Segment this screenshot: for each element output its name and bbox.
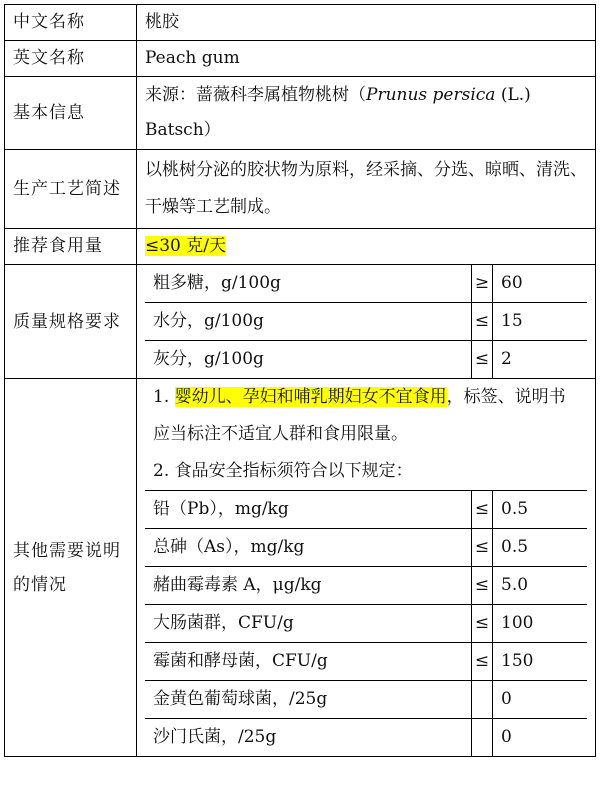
- safety-item-value: 0.5: [493, 491, 588, 529]
- quality-item-name: 灰分，g/100g: [145, 341, 472, 379]
- note-1-highlight: 婴幼儿、孕妇和哺乳期妇女不宜食用: [174, 387, 447, 407]
- safety-item-value: 0.5: [493, 529, 588, 567]
- quality-item-op: ≥: [472, 265, 493, 303]
- safety-item-op: [472, 719, 493, 757]
- value-basic-info: [137, 77, 596, 150]
- value-en-name: Peach gum: [137, 41, 596, 77]
- quality-item-name: 水分，g/100g: [145, 303, 472, 341]
- safety-item-name: 大肠菌群，CFU/g: [145, 605, 472, 643]
- label-other: 其他需要说明的情况: [5, 379, 137, 757]
- table-row: [145, 265, 587, 303]
- safety-item-op: ≤: [472, 605, 493, 643]
- quality-table: [145, 265, 587, 378]
- safety-item-value: 100: [493, 605, 588, 643]
- safety-item-op: ≤: [472, 491, 493, 529]
- latin-name: Prunus persica: [366, 85, 496, 105]
- row-intake: [5, 229, 596, 265]
- safety-item-op: ≤: [472, 567, 493, 605]
- spec-table: [4, 4, 596, 757]
- basic-suffix: (L.) Batsch）: [145, 85, 531, 140]
- quality-item-op: ≤: [472, 341, 493, 379]
- table-row: [145, 491, 587, 529]
- row-basic-info: [5, 77, 596, 150]
- label-cn-name: 中文名称: [5, 5, 137, 41]
- safety-item-op: ≤: [472, 643, 493, 681]
- table-row: [145, 605, 587, 643]
- quality-cell: [137, 265, 596, 379]
- table-row: [145, 567, 587, 605]
- label-basic-info: 基本信息: [5, 77, 137, 150]
- safety-item-name: 总砷（As），mg/kg: [145, 529, 472, 567]
- basic-prefix: 来源：蔷薇科李属植物桃树（: [145, 85, 366, 105]
- safety-item-name: 铅（Pb），mg/kg: [145, 491, 472, 529]
- row-quality: [5, 265, 596, 379]
- value-cn-name: 桃胶: [137, 5, 596, 41]
- row-process: [5, 150, 596, 229]
- other-notes: [145, 379, 587, 490]
- note-1: [153, 379, 579, 453]
- safety-item-name: 赭曲霉毒素 A，μg/kg: [145, 567, 472, 605]
- table-row: [145, 719, 587, 757]
- table-row: [145, 681, 587, 719]
- row-cn-name: [5, 5, 596, 41]
- note-1-rest: ，标签、说明书应当标注不适宜人群和食用限量。: [153, 387, 566, 444]
- note-2: 2. 食品安全指标须符合以下规定：: [153, 461, 413, 481]
- safety-item-op: [472, 681, 493, 719]
- quality-item-value: 60: [493, 265, 588, 303]
- safety-table: [145, 490, 587, 756]
- table-row: [145, 303, 587, 341]
- other-cell: [137, 379, 596, 757]
- value-process: 以桃树分泌的胶状物为原料，经采摘、分选、晾晒、清洗、干燥等工艺制成。: [137, 150, 596, 229]
- label-intake: 推荐食用量: [5, 229, 137, 265]
- quality-item-value: 2: [493, 341, 588, 379]
- table-row: [145, 529, 587, 567]
- safety-item-name: 霉菌和酵母菌，CFU/g: [145, 643, 472, 681]
- quality-item-name: 粗多糖，g/100g: [145, 265, 472, 303]
- quality-item-op: ≤: [472, 303, 493, 341]
- safety-item-value: 150: [493, 643, 588, 681]
- table-row: [145, 341, 587, 379]
- row-en-name: [5, 41, 596, 77]
- safety-item-name: 金黄色葡萄球菌，/25g: [145, 681, 472, 719]
- quality-item-value: 15: [493, 303, 588, 341]
- value-intake: [137, 229, 596, 265]
- safety-item-name: 沙门氏菌，/25g: [145, 719, 472, 757]
- table-row: [145, 643, 587, 681]
- safety-item-value: 0: [493, 681, 588, 719]
- label-quality: 质量规格要求: [5, 265, 137, 379]
- label-process: 生产工艺简述: [5, 150, 137, 229]
- safety-item-value: 0: [493, 719, 588, 757]
- row-other: [5, 379, 596, 757]
- label-en-name: 英文名称: [5, 41, 137, 77]
- note-1-num: 1.: [153, 387, 175, 407]
- safety-item-op: ≤: [472, 529, 493, 567]
- safety-item-value: 5.0: [493, 567, 588, 605]
- intake-highlight: ≤30 克/天: [145, 236, 227, 256]
